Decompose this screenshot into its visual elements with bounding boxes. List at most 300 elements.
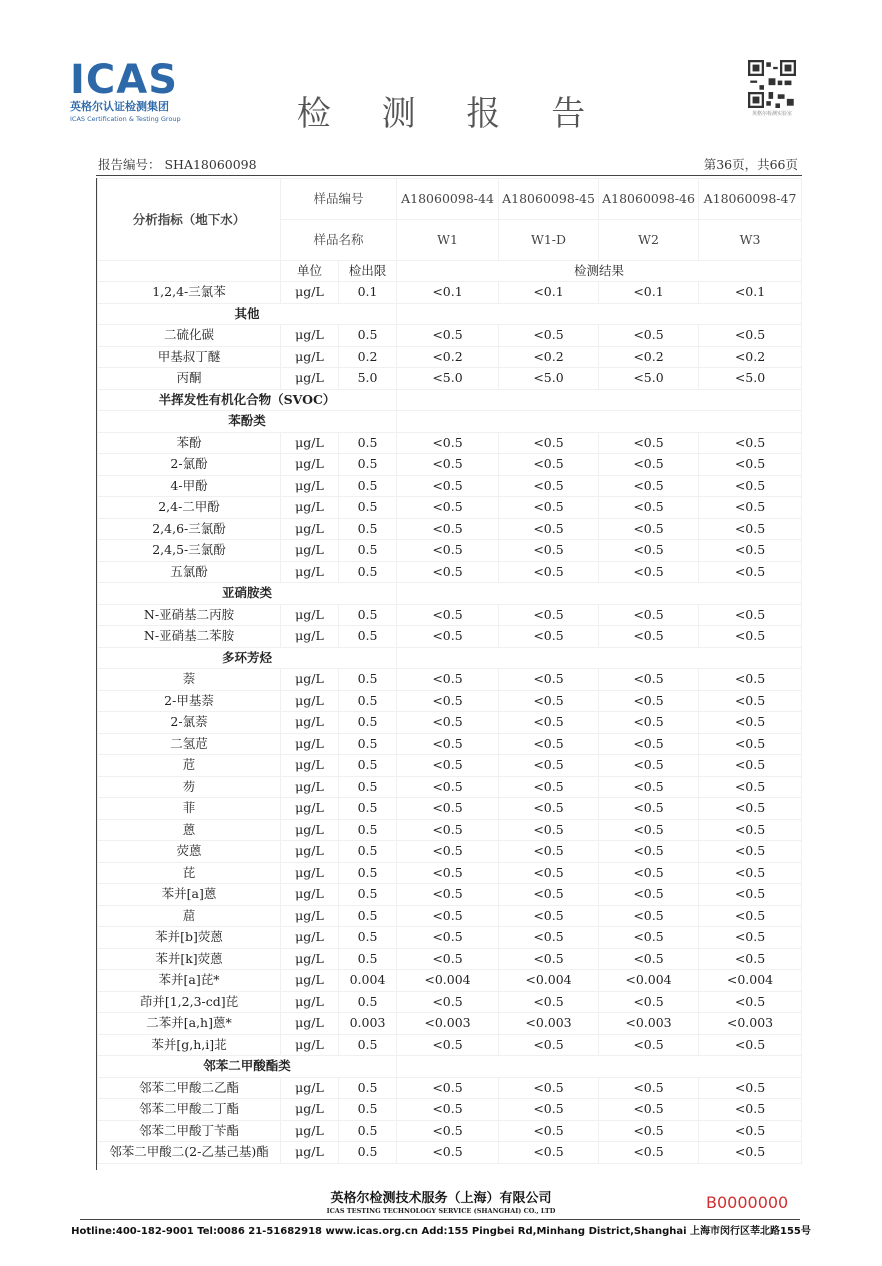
report-number: 报告编号： SHA18060098 <box>98 157 257 172</box>
result-cell: <0.5 <box>699 819 802 841</box>
parameter-name: 蒽 <box>98 819 281 841</box>
limit-cell: 0.5 <box>339 669 397 691</box>
table-row <box>98 884 802 906</box>
result-cell: <0.5 <box>599 325 699 347</box>
unit-cell: μg/L <box>281 776 339 798</box>
result-cell: <0.5 <box>699 776 802 798</box>
contact-info: Hotline:400-182-9001 Tel:0086 21-51682918 www.icas.org.cn Add:155 Pingbei Rd,Minhang District,Shanghai 上海市闵行区莘北路155号 <box>71 1226 811 1237</box>
result-cell: <0.5 <box>397 1099 499 1121</box>
unit-cell: μg/L <box>281 626 339 648</box>
parameter-name: N-亚硝基二苯胺 <box>98 626 281 648</box>
sample-name: W1-D <box>499 220 599 261</box>
unit-cell: μg/L <box>281 1034 339 1056</box>
result-cell: <0.5 <box>499 1099 599 1121</box>
limit-cell: 0.5 <box>339 798 397 820</box>
result-cell: <0.5 <box>699 948 802 970</box>
table-row <box>98 733 802 755</box>
result-cell: <0.5 <box>499 518 599 540</box>
parameter-name: 苊 <box>98 755 281 777</box>
unit-cell: μg/L <box>281 669 339 691</box>
result-cell: <0.5 <box>599 497 699 519</box>
unit-cell: μg/L <box>281 282 339 304</box>
result-cell: <0.5 <box>499 540 599 562</box>
section-row <box>98 647 802 669</box>
limit-cell: 0.5 <box>339 733 397 755</box>
result-cell: <0.5 <box>397 518 499 540</box>
result-cell: <0.5 <box>599 1120 699 1142</box>
limit-cell: 0.5 <box>339 475 397 497</box>
table-row <box>98 561 802 583</box>
parameter-name: 苯并[a]蒽 <box>98 884 281 906</box>
table-row <box>98 368 802 390</box>
result-cell: <0.5 <box>699 432 802 454</box>
parameter-name: 苯酚 <box>98 432 281 454</box>
result-cell: <0.003 <box>397 1013 499 1035</box>
result-cell: <0.003 <box>699 1013 802 1035</box>
parameter-name: 2,4,5-三氯酚 <box>98 540 281 562</box>
result-cell: <0.5 <box>499 626 599 648</box>
result-cell: <0.5 <box>397 432 499 454</box>
unit-cell: μg/L <box>281 454 339 476</box>
parameter-name: 2,4-二甲酚 <box>98 497 281 519</box>
parameter-name: 二苯并[a,h]蒽* <box>98 1013 281 1035</box>
result-cell: <0.5 <box>499 755 599 777</box>
table-row <box>98 991 802 1013</box>
result-cell: <0.5 <box>397 776 499 798</box>
limit-cell: 0.5 <box>339 1120 397 1142</box>
result-cell: <0.5 <box>699 841 802 863</box>
unit-cell: μg/L <box>281 475 339 497</box>
blank-cell <box>397 303 802 325</box>
limit-cell: 0.5 <box>339 1142 397 1164</box>
sample-no: A18060098-44 <box>397 179 499 220</box>
parameter-name: 邻苯二甲酸丁苄酯 <box>98 1120 281 1142</box>
result-cell: <0.5 <box>699 733 802 755</box>
result-cell: <0.5 <box>499 712 599 734</box>
result-cell: <0.5 <box>499 690 599 712</box>
result-cell: <0.5 <box>699 1099 802 1121</box>
result-cell: <0.5 <box>397 712 499 734</box>
result-cell: <0.5 <box>699 712 802 734</box>
result-cell: <0.5 <box>599 798 699 820</box>
result-cell: <0.5 <box>499 884 599 906</box>
result-cell: <0.5 <box>499 1120 599 1142</box>
unit-cell: μg/L <box>281 432 339 454</box>
section-title: 邻苯二甲酸酯类 <box>98 1056 397 1078</box>
result-cell: <0.5 <box>599 712 699 734</box>
parameter-name: 丙酮 <box>98 368 281 390</box>
result-cell: <0.5 <box>397 841 499 863</box>
result-cell: <0.5 <box>397 690 499 712</box>
parameter-name: 菲 <box>98 798 281 820</box>
result-cell: <0.5 <box>499 798 599 820</box>
unit-cell: μg/L <box>281 540 339 562</box>
result-cell: <0.5 <box>499 862 599 884</box>
limit-cell: 0.5 <box>339 454 397 476</box>
section-row <box>98 411 802 433</box>
result-cell: <0.5 <box>397 454 499 476</box>
result-cell: <0.5 <box>499 948 599 970</box>
result-cell: <0.5 <box>699 884 802 906</box>
table-row <box>98 712 802 734</box>
result-cell: <0.2 <box>397 346 499 368</box>
result-cell: <0.5 <box>699 991 802 1013</box>
unit-cell: μg/L <box>281 970 339 992</box>
index-label: 分析指标（地下水） <box>98 179 281 261</box>
limit-cell: 0.5 <box>339 325 397 347</box>
limit-cell: 0.5 <box>339 518 397 540</box>
unit-cell: μg/L <box>281 991 339 1013</box>
unit-cell: μg/L <box>281 884 339 906</box>
result-cell: <0.5 <box>499 841 599 863</box>
parameter-name: 芴 <box>98 776 281 798</box>
limit-cell: 0.5 <box>339 884 397 906</box>
report-meta <box>98 155 800 175</box>
blank-cell <box>397 1056 802 1078</box>
unit-cell: μg/L <box>281 325 339 347</box>
result-cell: <0.004 <box>699 970 802 992</box>
limit-cell: 0.5 <box>339 1099 397 1121</box>
qr-caption: 英格尔检测实验室 <box>751 111 792 117</box>
unit-label: 单位 <box>281 261 339 282</box>
result-cell: <0.5 <box>397 540 499 562</box>
result-cell: <0.5 <box>599 755 699 777</box>
logo-text: ICAS <box>70 57 179 103</box>
table-row <box>98 1077 802 1099</box>
result-cell: <0.5 <box>599 733 699 755</box>
unit-cell: μg/L <box>281 862 339 884</box>
table-row <box>98 905 802 927</box>
result-cell: <0.5 <box>699 475 802 497</box>
section-title: 亚硝胺类 <box>98 583 397 605</box>
sample-name-label: 样品名称 <box>281 220 397 261</box>
parameter-name: 萘 <box>98 669 281 691</box>
footer-rule <box>80 1219 800 1220</box>
parameter-name: 2,4,6-三氯酚 <box>98 518 281 540</box>
result-cell: <0.5 <box>499 561 599 583</box>
result-cell: <0.5 <box>397 927 499 949</box>
unit-cell: μg/L <box>281 604 339 626</box>
limit-cell: 0.5 <box>339 690 397 712</box>
parameter-name: 2-氯酚 <box>98 454 281 476</box>
result-cell: <0.5 <box>699 454 802 476</box>
table-row <box>98 1034 802 1056</box>
result-cell: <0.5 <box>599 1099 699 1121</box>
result-cell: <0.5 <box>397 561 499 583</box>
company-name-en: ICAS TESTING TECHNOLOGY SERVICE (SHANGHAI) CO., LTD <box>326 1207 556 1215</box>
unit-cell: μg/L <box>281 1099 339 1121</box>
result-cell: <0.5 <box>397 1077 499 1099</box>
sample-no: A18060098-47 <box>699 179 802 220</box>
table-row <box>98 669 802 691</box>
unit-cell: μg/L <box>281 905 339 927</box>
result-cell: <5.0 <box>499 368 599 390</box>
result-cell: <0.5 <box>499 454 599 476</box>
table-row <box>98 518 802 540</box>
result-cell: <0.2 <box>499 346 599 368</box>
result-cell: <0.5 <box>499 475 599 497</box>
result-cell: <0.5 <box>499 1077 599 1099</box>
blank-cell <box>98 261 281 282</box>
result-cell: <0.5 <box>699 497 802 519</box>
result-cell: <0.5 <box>499 604 599 626</box>
parameter-name: 二硫化碳 <box>98 325 281 347</box>
parameter-name: 茚并[1,2,3-cd]芘 <box>98 991 281 1013</box>
unit-cell: μg/L <box>281 819 339 841</box>
result-cell: <0.5 <box>599 540 699 562</box>
unit-cell: μg/L <box>281 755 339 777</box>
header-rule <box>96 175 802 176</box>
result-cell: <0.5 <box>397 1142 499 1164</box>
result-cell: <0.5 <box>397 798 499 820</box>
table-row <box>98 1099 802 1121</box>
parameter-name: 芘 <box>98 862 281 884</box>
result-cell: <0.5 <box>397 884 499 906</box>
unit-cell: μg/L <box>281 346 339 368</box>
result-cell: <0.5 <box>699 669 802 691</box>
table-row <box>98 282 802 304</box>
limit-cell: 0.5 <box>339 561 397 583</box>
result-cell: <0.5 <box>397 948 499 970</box>
result-cell: <0.004 <box>397 970 499 992</box>
section-title: 苯酚类 <box>98 411 397 433</box>
result-cell: <0.5 <box>599 841 699 863</box>
unit-cell: μg/L <box>281 1142 339 1164</box>
result-cell: <0.5 <box>599 518 699 540</box>
result-cell: <0.5 <box>599 454 699 476</box>
result-cell: <0.5 <box>699 798 802 820</box>
limit-cell: 0.1 <box>339 282 397 304</box>
unit-cell: μg/L <box>281 518 339 540</box>
section-row <box>98 583 802 605</box>
section-row <box>98 1056 802 1078</box>
table-row <box>98 798 802 820</box>
result-cell: <0.5 <box>499 1142 599 1164</box>
result-cell: <0.5 <box>499 819 599 841</box>
result-cell: <0.5 <box>599 690 699 712</box>
table-row <box>98 862 802 884</box>
limit-cell: 0.5 <box>339 604 397 626</box>
table-row <box>98 497 802 519</box>
limit-cell: 0.003 <box>339 1013 397 1035</box>
result-cell: <0.5 <box>699 690 802 712</box>
blank-cell <box>397 389 802 411</box>
parameter-name: 䓛 <box>98 905 281 927</box>
unit-cell: μg/L <box>281 948 339 970</box>
logo-cn: 英格尔认证检测集团 <box>70 100 169 113</box>
parameter-name: 苯并[a]芘* <box>98 970 281 992</box>
result-cell: <0.5 <box>397 755 499 777</box>
result-cell: <0.5 <box>499 991 599 1013</box>
logo-en: ICAS Certification & Testing Group <box>70 115 181 123</box>
limit-cell: 0.5 <box>339 862 397 884</box>
section-title: 多环芳烃 <box>98 647 397 669</box>
table-row <box>98 475 802 497</box>
sample-name: W3 <box>699 220 802 261</box>
parameter-name: 二氢苊 <box>98 733 281 755</box>
result-cell: <0.5 <box>397 669 499 691</box>
result-cell: <0.5 <box>397 862 499 884</box>
blank-cell <box>397 647 802 669</box>
section-row <box>98 389 802 411</box>
table-row <box>98 776 802 798</box>
unit-cell: μg/L <box>281 497 339 519</box>
document-code: B0000000 <box>706 1193 789 1212</box>
limit-cell: 0.5 <box>339 497 397 519</box>
result-cell: <0.5 <box>599 776 699 798</box>
qr-code-icon <box>748 60 796 108</box>
result-cell: <0.5 <box>699 862 802 884</box>
result-cell: <0.5 <box>599 626 699 648</box>
table-row <box>98 540 802 562</box>
result-cell: <0.5 <box>397 604 499 626</box>
table-row <box>98 690 802 712</box>
unit-cell: μg/L <box>281 1077 339 1099</box>
result-cell: <0.5 <box>397 819 499 841</box>
table-row <box>98 819 802 841</box>
result-cell: <0.5 <box>699 1034 802 1056</box>
result-cell: <0.5 <box>599 1142 699 1164</box>
result-cell: <0.5 <box>499 927 599 949</box>
result-cell: <0.004 <box>499 970 599 992</box>
limit-cell: 0.5 <box>339 927 397 949</box>
table-row <box>98 346 802 368</box>
unit-cell: μg/L <box>281 1013 339 1035</box>
limit-cell: 0.5 <box>339 432 397 454</box>
result-cell: <5.0 <box>397 368 499 390</box>
result-cell: <0.5 <box>499 1034 599 1056</box>
parameter-name: 五氯酚 <box>98 561 281 583</box>
table-row <box>98 1013 802 1035</box>
result-cell: <0.5 <box>599 948 699 970</box>
sample-no: A18060098-45 <box>499 179 599 220</box>
blank-cell <box>397 583 802 605</box>
sample-name: W1 <box>397 220 499 261</box>
result-cell: <0.5 <box>599 1034 699 1056</box>
parameter-name: 苯并[b]荧蒽 <box>98 927 281 949</box>
result-cell: <0.5 <box>599 927 699 949</box>
result-cell: <0.5 <box>699 561 802 583</box>
limit-cell: 0.5 <box>339 1034 397 1056</box>
sample-name: W2 <box>599 220 699 261</box>
result-cell: <0.5 <box>599 475 699 497</box>
table-row <box>98 1142 802 1164</box>
section-title: 半挥发性有机化合物（SVOC） <box>98 389 397 411</box>
result-cell: <0.5 <box>499 669 599 691</box>
result-cell: <0.5 <box>699 1120 802 1142</box>
limit-cell: 0.2 <box>339 346 397 368</box>
limit-cell: 0.5 <box>339 948 397 970</box>
unit-cell: μg/L <box>281 561 339 583</box>
parameter-name: 苯并[k]荧蒽 <box>98 948 281 970</box>
result-cell: <0.5 <box>499 776 599 798</box>
limit-cell: 0.5 <box>339 991 397 1013</box>
result-label: 检测结果 <box>397 261 802 282</box>
result-cell: <0.5 <box>599 669 699 691</box>
parameter-name: 邻苯二甲酸二丁酯 <box>98 1099 281 1121</box>
result-cell: <0.5 <box>699 518 802 540</box>
unit-cell: μg/L <box>281 733 339 755</box>
table-row <box>98 841 802 863</box>
table-row <box>98 1120 802 1142</box>
report-header <box>0 0 882 160</box>
unit-cell: μg/L <box>281 690 339 712</box>
result-cell: <0.5 <box>499 905 599 927</box>
result-cell: <0.5 <box>599 819 699 841</box>
parameter-name: 荧蒽 <box>98 841 281 863</box>
result-cell: <0.5 <box>499 733 599 755</box>
limit-cell: 0.5 <box>339 905 397 927</box>
result-cell: <0.5 <box>499 497 599 519</box>
section-row <box>98 303 802 325</box>
parameter-name: 苯并[g,h,i]苝 <box>98 1034 281 1056</box>
result-cell: <0.5 <box>599 991 699 1013</box>
limit-cell: 0.5 <box>339 626 397 648</box>
result-cell: <0.5 <box>699 540 802 562</box>
limit-label: 检出限 <box>339 261 397 282</box>
result-cell: <5.0 <box>699 368 802 390</box>
unit-cell: μg/L <box>281 1120 339 1142</box>
result-cell: <0.5 <box>397 325 499 347</box>
limit-cell: 5.0 <box>339 368 397 390</box>
parameter-name: 1,2,4-三氯苯 <box>98 282 281 304</box>
result-cell: <5.0 <box>599 368 699 390</box>
sample-no-label: 样品编号 <box>281 179 397 220</box>
result-cell: <0.2 <box>599 346 699 368</box>
table-row <box>98 626 802 648</box>
section-title: 其他 <box>98 303 397 325</box>
table-row <box>98 755 802 777</box>
parameter-name: 2-氯萘 <box>98 712 281 734</box>
parameter-name: N-亚硝基二丙胺 <box>98 604 281 626</box>
limit-cell: 0.5 <box>339 1077 397 1099</box>
unit-cell: μg/L <box>281 841 339 863</box>
limit-cell: 0.5 <box>339 712 397 734</box>
result-cell: <0.1 <box>499 282 599 304</box>
result-cell: <0.5 <box>599 1077 699 1099</box>
parameter-name: 2-甲基萘 <box>98 690 281 712</box>
parameter-name: 甲基叔丁醚 <box>98 346 281 368</box>
result-cell: <0.5 <box>699 927 802 949</box>
table-row <box>98 604 802 626</box>
result-cell: <0.5 <box>599 884 699 906</box>
result-cell: <0.5 <box>499 432 599 454</box>
limit-cell: 0.5 <box>339 540 397 562</box>
result-cell: <0.5 <box>397 991 499 1013</box>
unit-cell: μg/L <box>281 712 339 734</box>
company-name-cn: 英格尔检测技术服务（上海）有限公司 <box>330 1191 552 1206</box>
limit-cell: 0.5 <box>339 776 397 798</box>
sample-no: A18060098-46 <box>599 179 699 220</box>
result-cell: <0.5 <box>699 1077 802 1099</box>
parameter-name: 邻苯二甲酸二乙酯 <box>98 1077 281 1099</box>
result-cell: <0.003 <box>499 1013 599 1035</box>
result-cell: <0.5 <box>397 733 499 755</box>
result-cell: <0.5 <box>699 905 802 927</box>
result-cell: <0.5 <box>397 626 499 648</box>
report-title: 检 测 报 告 <box>296 94 606 134</box>
result-cell: <0.5 <box>599 561 699 583</box>
limit-cell: 0.5 <box>339 841 397 863</box>
limit-cell: 0.5 <box>339 819 397 841</box>
limit-cell: 0.5 <box>339 755 397 777</box>
result-cell: <0.1 <box>397 282 499 304</box>
parameter-name: 邻苯二甲酸二(2-乙基己基)酯 <box>98 1142 281 1164</box>
result-cell: <0.5 <box>699 755 802 777</box>
result-cell: <0.5 <box>599 905 699 927</box>
result-cell: <0.003 <box>599 1013 699 1035</box>
result-cell: <0.5 <box>599 862 699 884</box>
